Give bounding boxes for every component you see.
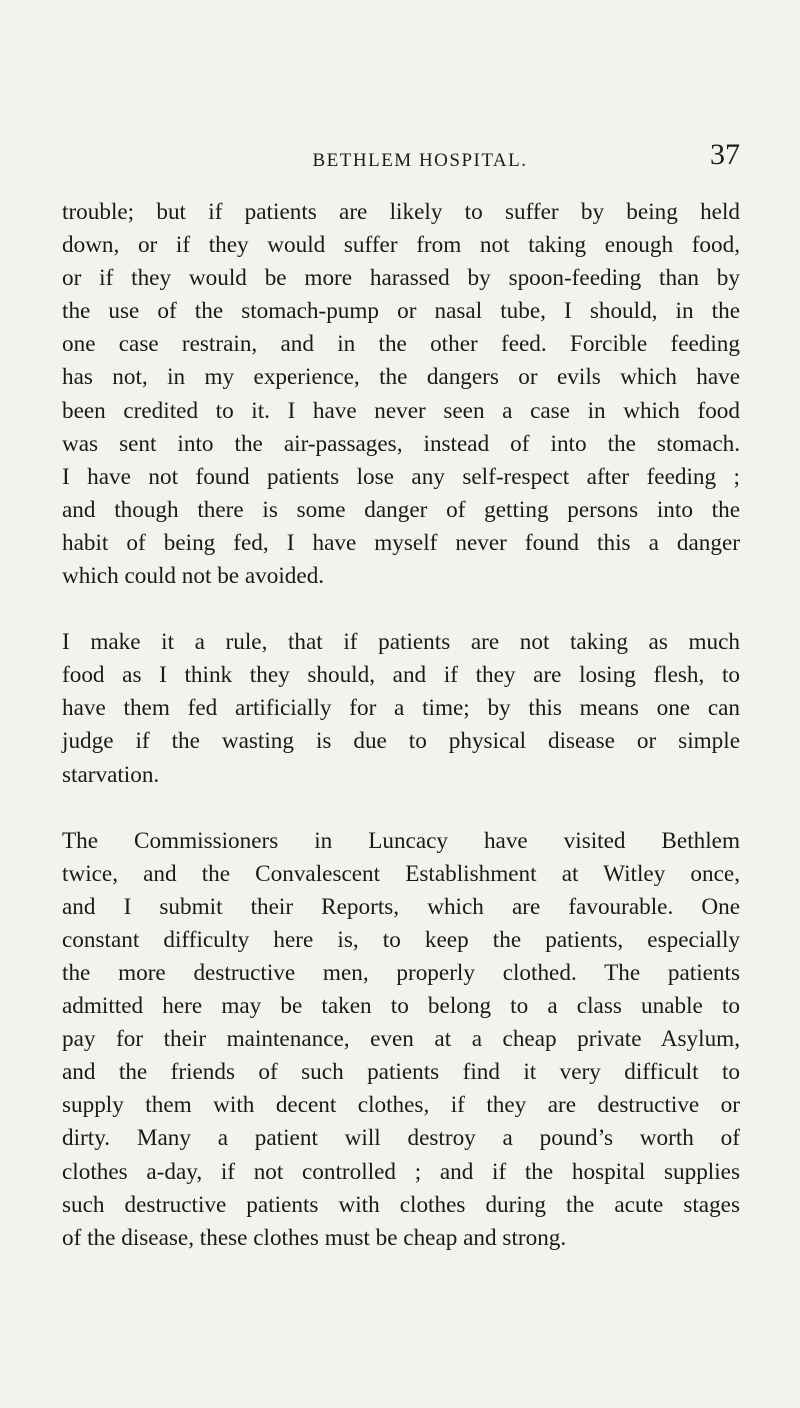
- text-line: trouble; but if patients are likely to suffer by being held: [62, 199, 740, 225]
- text-line: and though there is some danger of getting persons into the: [62, 496, 740, 523]
- paragraph-3: [62, 825, 740, 1255]
- text-line: The Commissioners in Luncacy have visited Bethlem: [62, 827, 740, 854]
- text-line: of the disease, these clothes must be cheap and strong.: [62, 1224, 567, 1251]
- text-line: admitted here may be taken to belong to a class unable to: [62, 993, 740, 1020]
- text-line: twice, and the Convalescent Establishment at Witley once,: [62, 860, 740, 887]
- paragraph-2: [62, 626, 740, 791]
- text-line: has not, in my experience, the dangers or evils which have: [62, 364, 740, 391]
- text-line: and the friends of such patients find it very difficult to: [62, 1059, 740, 1086]
- text-line: such destructive patients with clothes during the acute stages: [62, 1191, 740, 1218]
- body-text: [62, 196, 740, 1255]
- running-head: BETHLEM HOSPITAL.: [312, 150, 528, 171]
- paragraph-1: [62, 196, 740, 593]
- text-line: or if they would be more harassed by spoon-feeding than by: [62, 265, 740, 292]
- text-line: was sent into the air-passages, instead of into the stomach.: [62, 430, 740, 457]
- text-line: supply them with decent clothes, if they are destructive or: [62, 1092, 740, 1119]
- text-line: and I submit their Reports, which are favourable. One: [62, 893, 740, 920]
- text-line: been credited to it. I have never seen a case in which food: [62, 397, 740, 424]
- text-line: judge if the wasting is due to physical disease or simple: [62, 728, 740, 755]
- text-line: food as I think they should, and if they are losing flesh, to: [62, 662, 740, 689]
- text-line: have them fed artificially for a time; by this means one can: [62, 695, 740, 722]
- text-line: clothes a-day, if not controlled ; and if the hospital supplies: [62, 1158, 740, 1185]
- page-number: 37: [710, 138, 740, 171]
- text-line: down, or if they would suffer from not taking enough food,: [62, 232, 740, 259]
- text-line: habit of being fed, I have myself never found this a danger: [62, 529, 740, 556]
- text-line: the use of the stomach-pump or nasal tube, I should, in the: [62, 298, 740, 325]
- text-line: I have not found patients lose any self-respect after feeding ;: [62, 463, 740, 490]
- text-line: dirty. Many a patient will destroy a pound’s worth of: [62, 1125, 740, 1152]
- page-header: [100, 138, 740, 188]
- text-line: starvation.: [62, 761, 160, 788]
- text-line: the more destructive men, properly clothed. The patients: [62, 959, 740, 986]
- text-line: one case restrain, and in the other feed. Forcible feeding: [62, 331, 740, 358]
- text-line: constant difficulty here is, to keep the patients, especially: [62, 926, 740, 953]
- text-line: which could not be avoided.: [62, 563, 325, 590]
- text-line: I make it a rule, that if patients are not taking as much: [62, 629, 740, 656]
- text-line: pay for their maintenance, even at a cheap private Asylum,: [62, 1026, 740, 1053]
